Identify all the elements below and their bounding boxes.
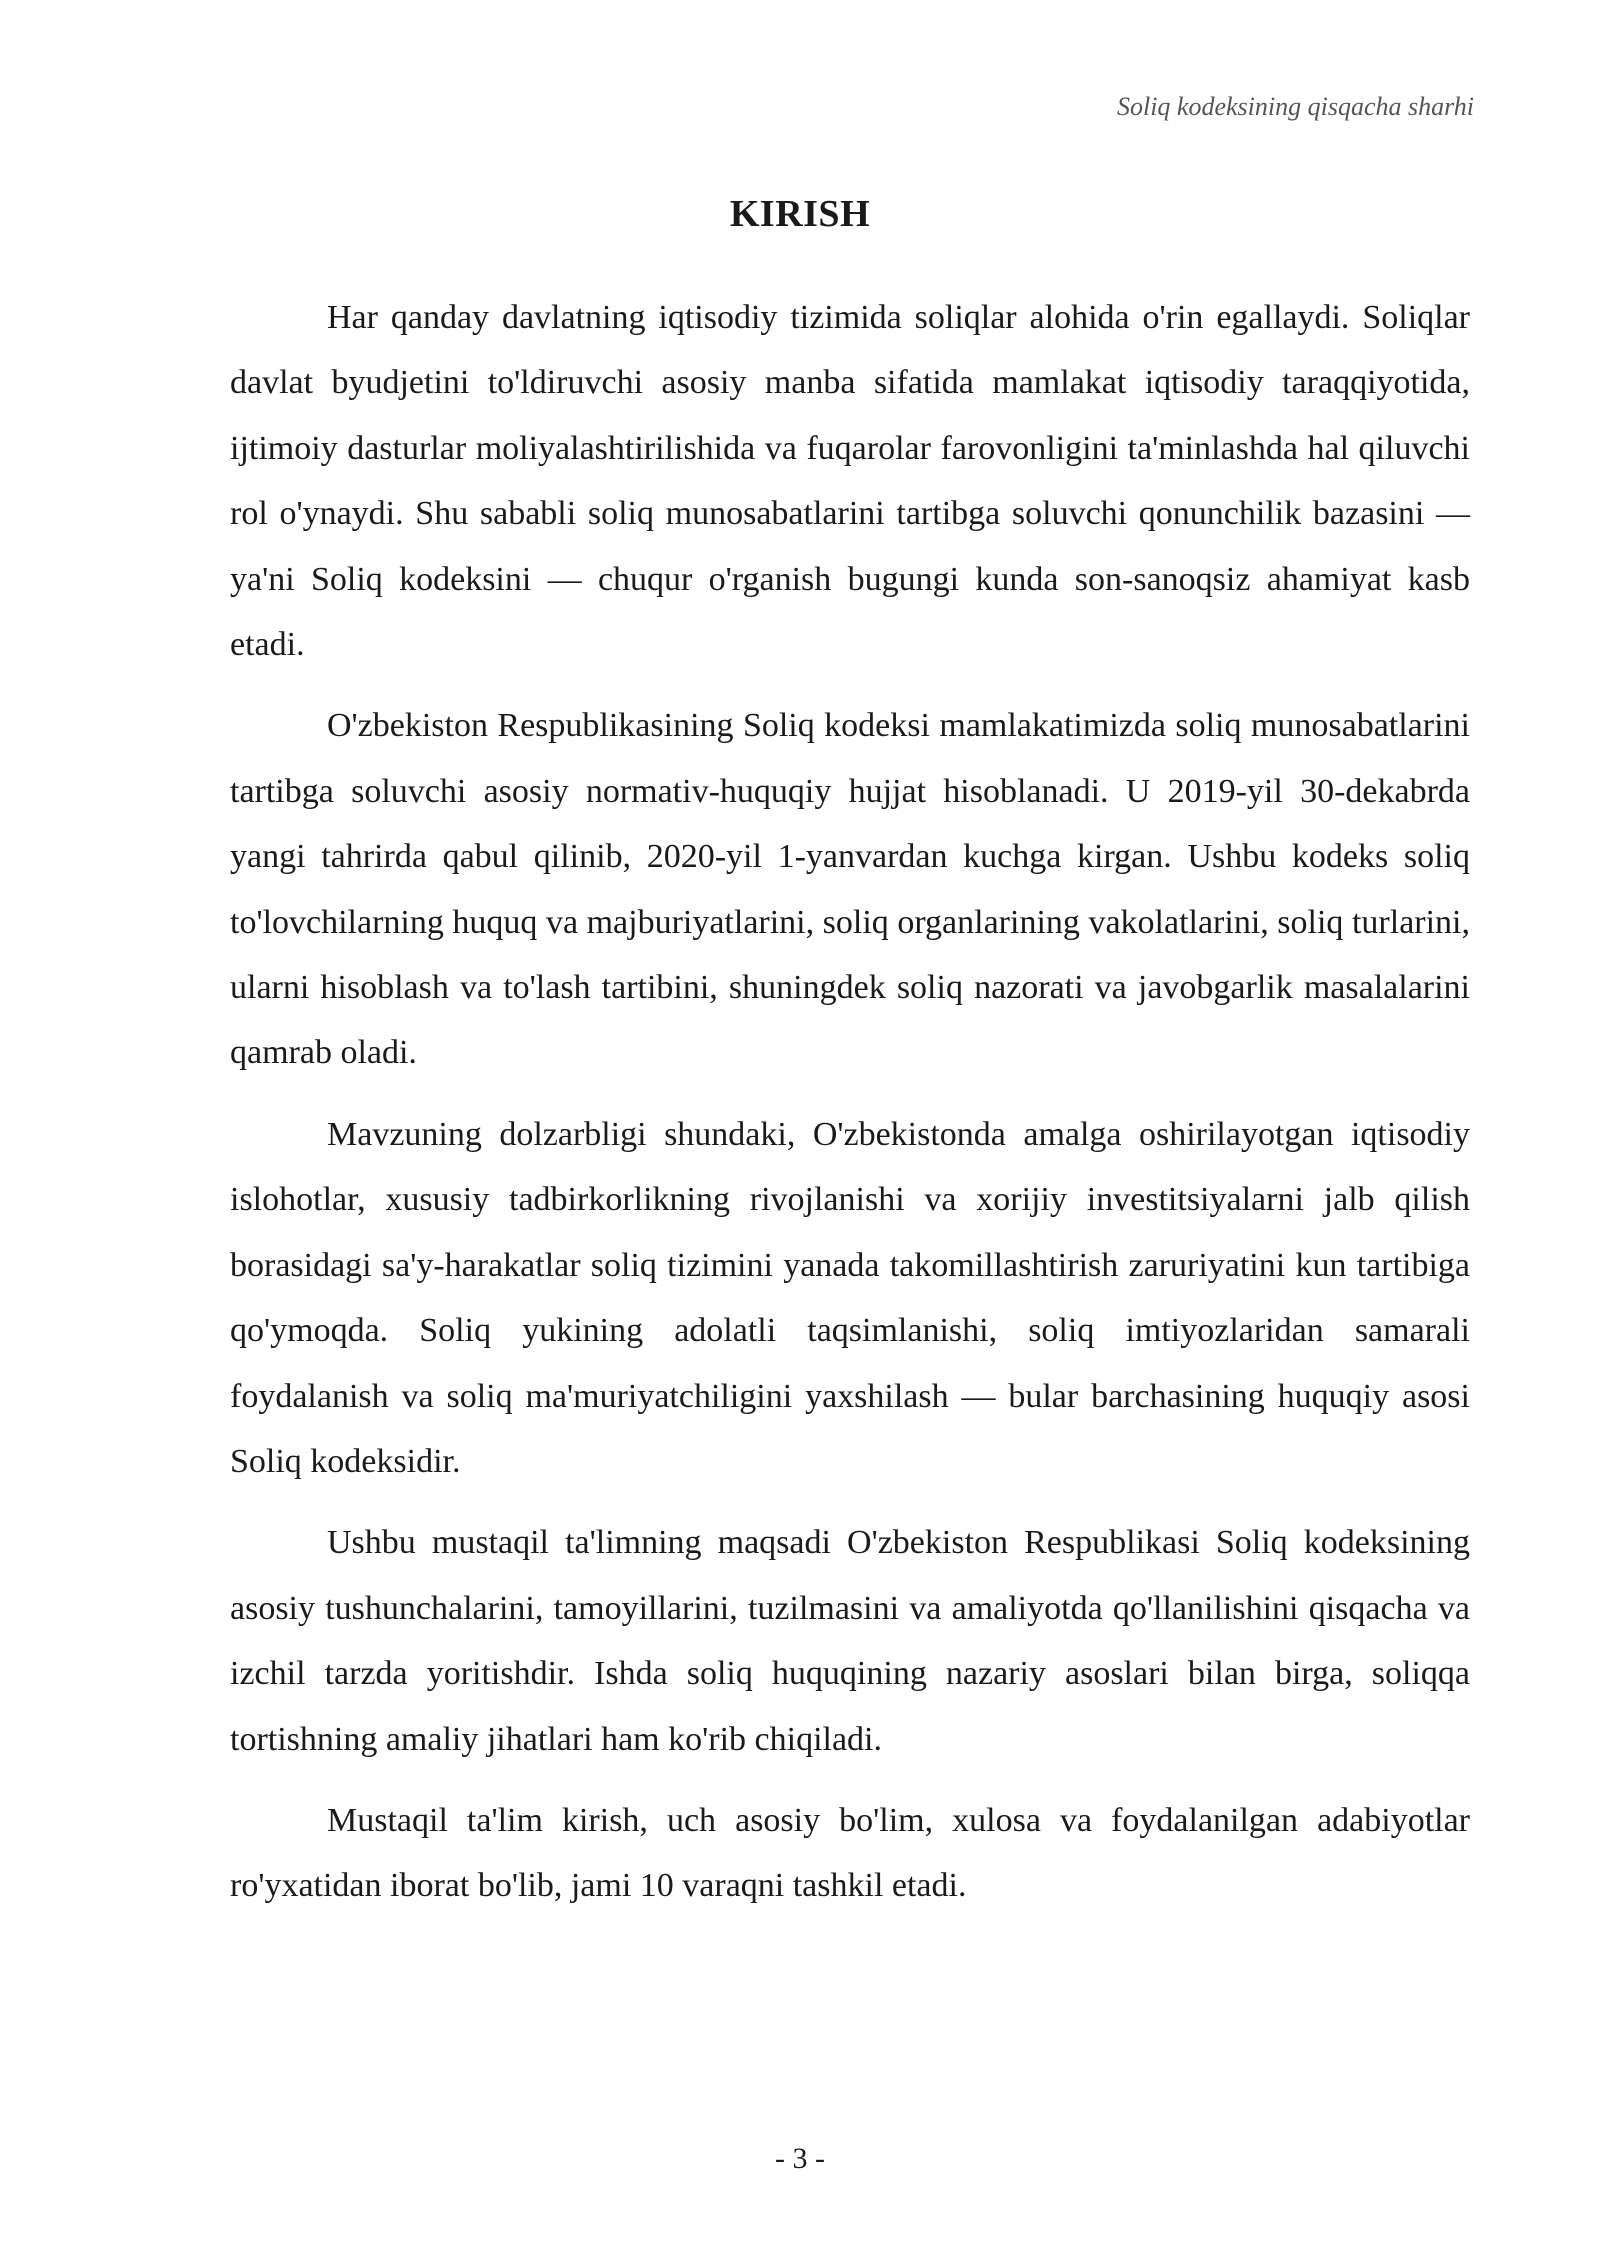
- paragraph: Mavzuning dolzarbligi shundaki, O'zbekistonda amalga oshirilayotgan iqtisodiy islohotlar, xususiy tadbirkorlikning rivojlanishi va xorijiy investitsiyalarni jalb qilish borasidagi sa'y-harakatlar soliq tizimini yanada takomillashtirish zaruriyatini kun tartibiga qo'ymoqda. Soliq yukining adolatli taqsimlanishi, soliq imtiyozlaridan samarali foydalanish va soliq ma'muriyatchiligini yaxshilash — bular barchasining huquqiy asosi Soliq kodeksidir.: [230, 1115, 1470, 1480]
- paragraph: Ushbu mustaqil ta'limning maqsadi O'zbekiston Respublikasi Soliq kodeksining asosiy tushunchalarini, tamoyillarini, tuzilmasini va amaliyotda qo'llanilishini qisqacha va izchil tarzda yoritishdir. Ishda soliq huquqining nazariy asoslari bilan birga, soliqqa tortishning amaliy jihatlari ham ko'rib chiqiladi.: [230, 1524, 1470, 1758]
- page-number: - 3 -: [775, 2142, 825, 2175]
- paragraph: Mustaqil ta'lim kirish, uch asosiy bo'lim, xulosa va foydalanilgan adabiyotlar ro'yxatidan iborat bo'lib, jami 10 varaqni tashkil etadi.: [230, 1801, 1470, 1905]
- paragraph: O'zbekiston Respublikasining Soliq kodeksi mamlakatimizda soliq munosabatlarini tartibga soluvchi asosiy normativ-huquqiy hujjat hisoblanadi. U 2019-yil 30-dekabrda yangi tahrirda qabul qilinib, 2020-yil 1-yanvardan kuchga kirgan. Ushbu kodeks soliq to'lovchilarning huquq va majburiyatlarini, soliq organlarining vakolatlarini, soliq turlarini, ularni hisoblash va to'lash tartibini, shuningdek soliq nazorati va javobgarlik masalalarini qamrab oladi.: [230, 707, 1470, 1072]
- section-title: KIRISH: [729, 193, 871, 235]
- body-text: [230, 285, 1470, 1935]
- running-header: Soliq kodeksining qisqacha sharhi: [1116, 92, 1474, 121]
- paragraph: Har qanday davlatning iqtisodiy tizimida soliqlar alohida o'rin egallaydi. Soliqlar davlat byudjetini to'ldiruvchi asosiy manba sifatida mamlakat iqtisodiy taraqqiyotida, ijtimoiy dasturlar moliyalashtirilishida va fuqarolar farovonligini ta'minlashda hal qiluvchi rol o'ynaydi. Shu sababli soliq munosabatlarini tartibga soluvchi qonunchilik bazasini — ya'ni Soliq kodeksini — chuqur o'rganish bugungi kunda son-sanoqsiz ahamiyat kasb etadi.: [230, 299, 1470, 664]
